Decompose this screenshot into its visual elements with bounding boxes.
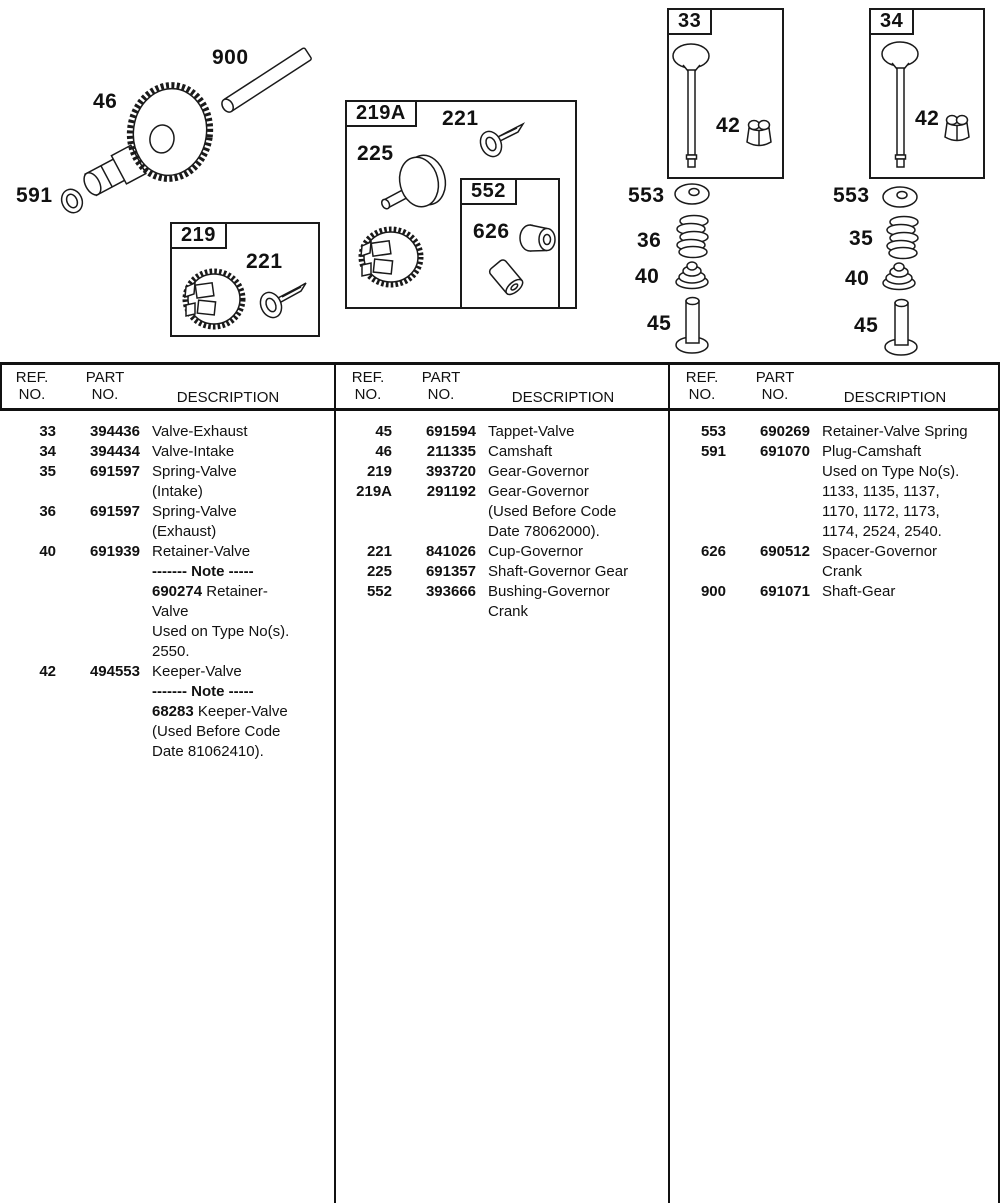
- description-line: 690274 Retainer-: [152, 583, 268, 600]
- callout-225: 225: [357, 142, 394, 165]
- table-row: [0, 462, 334, 502]
- callout-35: 35: [849, 227, 874, 250]
- part-no: 691597: [89, 463, 140, 480]
- table-row: [336, 462, 668, 482]
- header-part-no: PART NO.: [421, 369, 461, 403]
- ref-no: 900: [700, 583, 726, 600]
- box-552: [460, 178, 560, 309]
- box-219: [170, 222, 320, 337]
- description: [140, 462, 334, 502]
- callout-591: 591: [16, 184, 53, 207]
- description: [476, 542, 668, 562]
- description-line: Crank: [488, 603, 529, 620]
- description-line: (Used Before Code: [488, 503, 617, 520]
- description: [140, 662, 334, 762]
- ref-no: 591: [700, 443, 726, 460]
- callout-46: 46: [93, 90, 118, 113]
- ref-no: 35: [39, 463, 56, 480]
- description-line: Camshaft: [488, 443, 553, 460]
- callout-626: 626: [473, 220, 510, 243]
- retainer-valve-right-drawing: [883, 263, 915, 290]
- description-line: Bushing-Governor: [488, 583, 610, 600]
- ref-no: 46: [375, 443, 392, 460]
- callout-42-right: 42: [915, 107, 940, 130]
- description-line: Spacer-Governor: [822, 543, 938, 560]
- table-row: [336, 542, 668, 562]
- description-line: Gear-Governor: [488, 483, 589, 500]
- description-line: Crank: [822, 563, 863, 580]
- header-description: DESCRIPTION: [843, 389, 947, 406]
- description: [476, 482, 668, 542]
- callout-45-right: 45: [854, 314, 879, 337]
- table-row: [336, 482, 668, 542]
- description: [810, 542, 998, 582]
- header-ref-no: REF. NO.: [15, 369, 49, 403]
- ref-no: 626: [700, 543, 726, 560]
- table-row: [670, 442, 998, 542]
- description: [476, 582, 668, 622]
- ref-no: 225: [366, 563, 392, 580]
- description-line: Used on Type No(s).: [152, 623, 290, 640]
- table-row: [336, 562, 668, 582]
- description-line: (Used Before Code: [152, 723, 281, 740]
- plug-camshaft-drawing: [58, 186, 86, 216]
- part-no: 494553: [89, 663, 140, 680]
- ref-no: 34: [39, 443, 56, 460]
- table-body: [0, 411, 334, 762]
- ref-no: 45: [375, 423, 392, 440]
- tappet-valve-left-drawing: [676, 298, 708, 354]
- ref-no: 40: [39, 543, 56, 560]
- description-line: Used on Type No(s).: [822, 463, 960, 480]
- box-33-label: 33: [667, 8, 712, 35]
- description-line: Valve: [152, 603, 189, 620]
- box-34-label: 34: [869, 8, 914, 35]
- header-description: DESCRIPTION: [511, 389, 615, 406]
- description-line: Plug-Camshaft: [822, 443, 922, 460]
- description-line: Date 78062000).: [488, 523, 600, 540]
- callout-221-219: 221: [246, 250, 283, 273]
- description: [140, 542, 334, 662]
- table-header: [670, 365, 998, 411]
- table-header: [0, 365, 334, 411]
- description-line: ------- Note -----: [152, 683, 254, 700]
- description-line: Retainer-Valve Spring: [822, 423, 968, 440]
- tappet-valve-right-drawing: [885, 300, 917, 356]
- parts-diagram: [0, 0, 1000, 362]
- description-line: Spring-Valve: [152, 463, 237, 480]
- parts-table-column-3: [668, 365, 1000, 1203]
- description: [476, 422, 668, 442]
- description: [140, 422, 334, 442]
- retainer-valve-spring-right-drawing: [883, 187, 917, 207]
- header-description: DESCRIPTION: [176, 389, 280, 406]
- description-line: ------- Note -----: [152, 563, 254, 580]
- ref-no: 42: [39, 663, 56, 680]
- description-line: Shaft-Governor Gear: [488, 563, 629, 580]
- description-line: 1170, 1172, 1173,: [822, 503, 940, 520]
- callout-900: 900: [212, 46, 249, 69]
- description: [810, 422, 998, 442]
- part-no: 691939: [89, 543, 140, 560]
- description-line: 2550.: [152, 643, 190, 660]
- description: [810, 442, 998, 542]
- part-no: 394434: [89, 443, 140, 460]
- callout-553-right: 553: [833, 184, 870, 207]
- callout-36: 36: [637, 229, 662, 252]
- ref-no: 33: [39, 423, 56, 440]
- header-ref-no: REF. NO.: [351, 369, 385, 403]
- table-row: [670, 582, 998, 602]
- part-no: 841026: [425, 543, 476, 560]
- description: [810, 582, 998, 602]
- description-line: Cup-Governor: [488, 543, 584, 560]
- description-line: Shaft-Gear: [822, 583, 896, 600]
- callout-42-left: 42: [716, 114, 741, 137]
- description-line: Spring-Valve: [152, 503, 237, 520]
- part-no: 691594: [425, 423, 476, 440]
- ref-no: 552: [366, 583, 392, 600]
- ref-no: 36: [39, 503, 56, 520]
- table-row: [336, 582, 668, 622]
- table-row: [670, 542, 998, 582]
- box-552-label: 552: [460, 178, 517, 205]
- description-line: 1133, 1135, 1137,: [822, 483, 940, 500]
- part-no: 691071: [759, 583, 810, 600]
- table-body: [670, 411, 998, 602]
- part-no: 690512: [759, 543, 810, 560]
- description-line: Retainer-Valve: [152, 543, 251, 560]
- table-row: [0, 542, 334, 662]
- part-no: 211335: [426, 443, 476, 460]
- part-no: 291192: [426, 483, 476, 500]
- description: [140, 442, 334, 462]
- part-no: 691597: [89, 503, 140, 520]
- description-line: Gear-Governor: [488, 463, 589, 480]
- header-part-no: PART NO.: [755, 369, 795, 403]
- callout-40-right: 40: [845, 267, 870, 290]
- callout-45-left: 45: [647, 312, 672, 335]
- retainer-valve-left-drawing: [676, 262, 708, 289]
- description: [476, 462, 668, 482]
- table-row: [0, 442, 334, 462]
- header-ref-no: REF. NO.: [685, 369, 719, 403]
- table-row: [670, 422, 998, 442]
- description-line: (Intake): [152, 483, 203, 500]
- parts-table: [0, 362, 1000, 1203]
- part-no: 690269: [759, 423, 810, 440]
- description: [140, 502, 334, 542]
- description-line: Tappet-Valve: [488, 423, 575, 440]
- table-row: [0, 662, 334, 762]
- table-row: [0, 502, 334, 542]
- description: [476, 562, 668, 582]
- description-line: Valve-Intake: [152, 443, 235, 460]
- parts-table-column-1: [0, 365, 334, 1203]
- header-part-no: PART NO.: [85, 369, 125, 403]
- spring-exhaust-drawing: [677, 216, 708, 258]
- description-line: (Exhaust): [152, 523, 217, 540]
- table-row: [0, 422, 334, 442]
- description-line: 1174, 2524, 2540.: [822, 523, 942, 540]
- parts-table-column-2: [334, 365, 668, 1203]
- table-row: [336, 422, 668, 442]
- callout-221-219a: 221: [442, 107, 479, 130]
- part-no: 393720: [425, 463, 476, 480]
- description-line: 68283 Keeper-Valve: [152, 703, 288, 720]
- retainer-valve-spring-left-drawing: [675, 184, 709, 204]
- box-219-label: 219: [170, 222, 227, 249]
- part-no: 393666: [425, 583, 476, 600]
- part-no: 394436: [89, 423, 140, 440]
- callout-40-left: 40: [635, 265, 660, 288]
- description-line: Date 81062410).: [152, 743, 264, 760]
- part-no: 691070: [759, 443, 810, 460]
- spring-intake-drawing: [887, 217, 918, 259]
- table-header: [336, 365, 668, 411]
- callout-553-left: 553: [628, 184, 665, 207]
- ref-no: 221: [366, 543, 392, 560]
- part-no: 691357: [425, 563, 476, 580]
- ref-no: 219A: [356, 483, 392, 500]
- description-line: Valve-Exhaust: [152, 423, 248, 440]
- box-219a-label: 219A: [345, 100, 417, 127]
- description: [476, 442, 668, 462]
- description-line: Keeper-Valve: [152, 663, 242, 680]
- table-row: [336, 442, 668, 462]
- box-33: [667, 8, 784, 179]
- table-body: [336, 411, 668, 622]
- box-34: [869, 8, 985, 179]
- ref-no: 553: [700, 423, 726, 440]
- ref-no: 219: [366, 463, 392, 480]
